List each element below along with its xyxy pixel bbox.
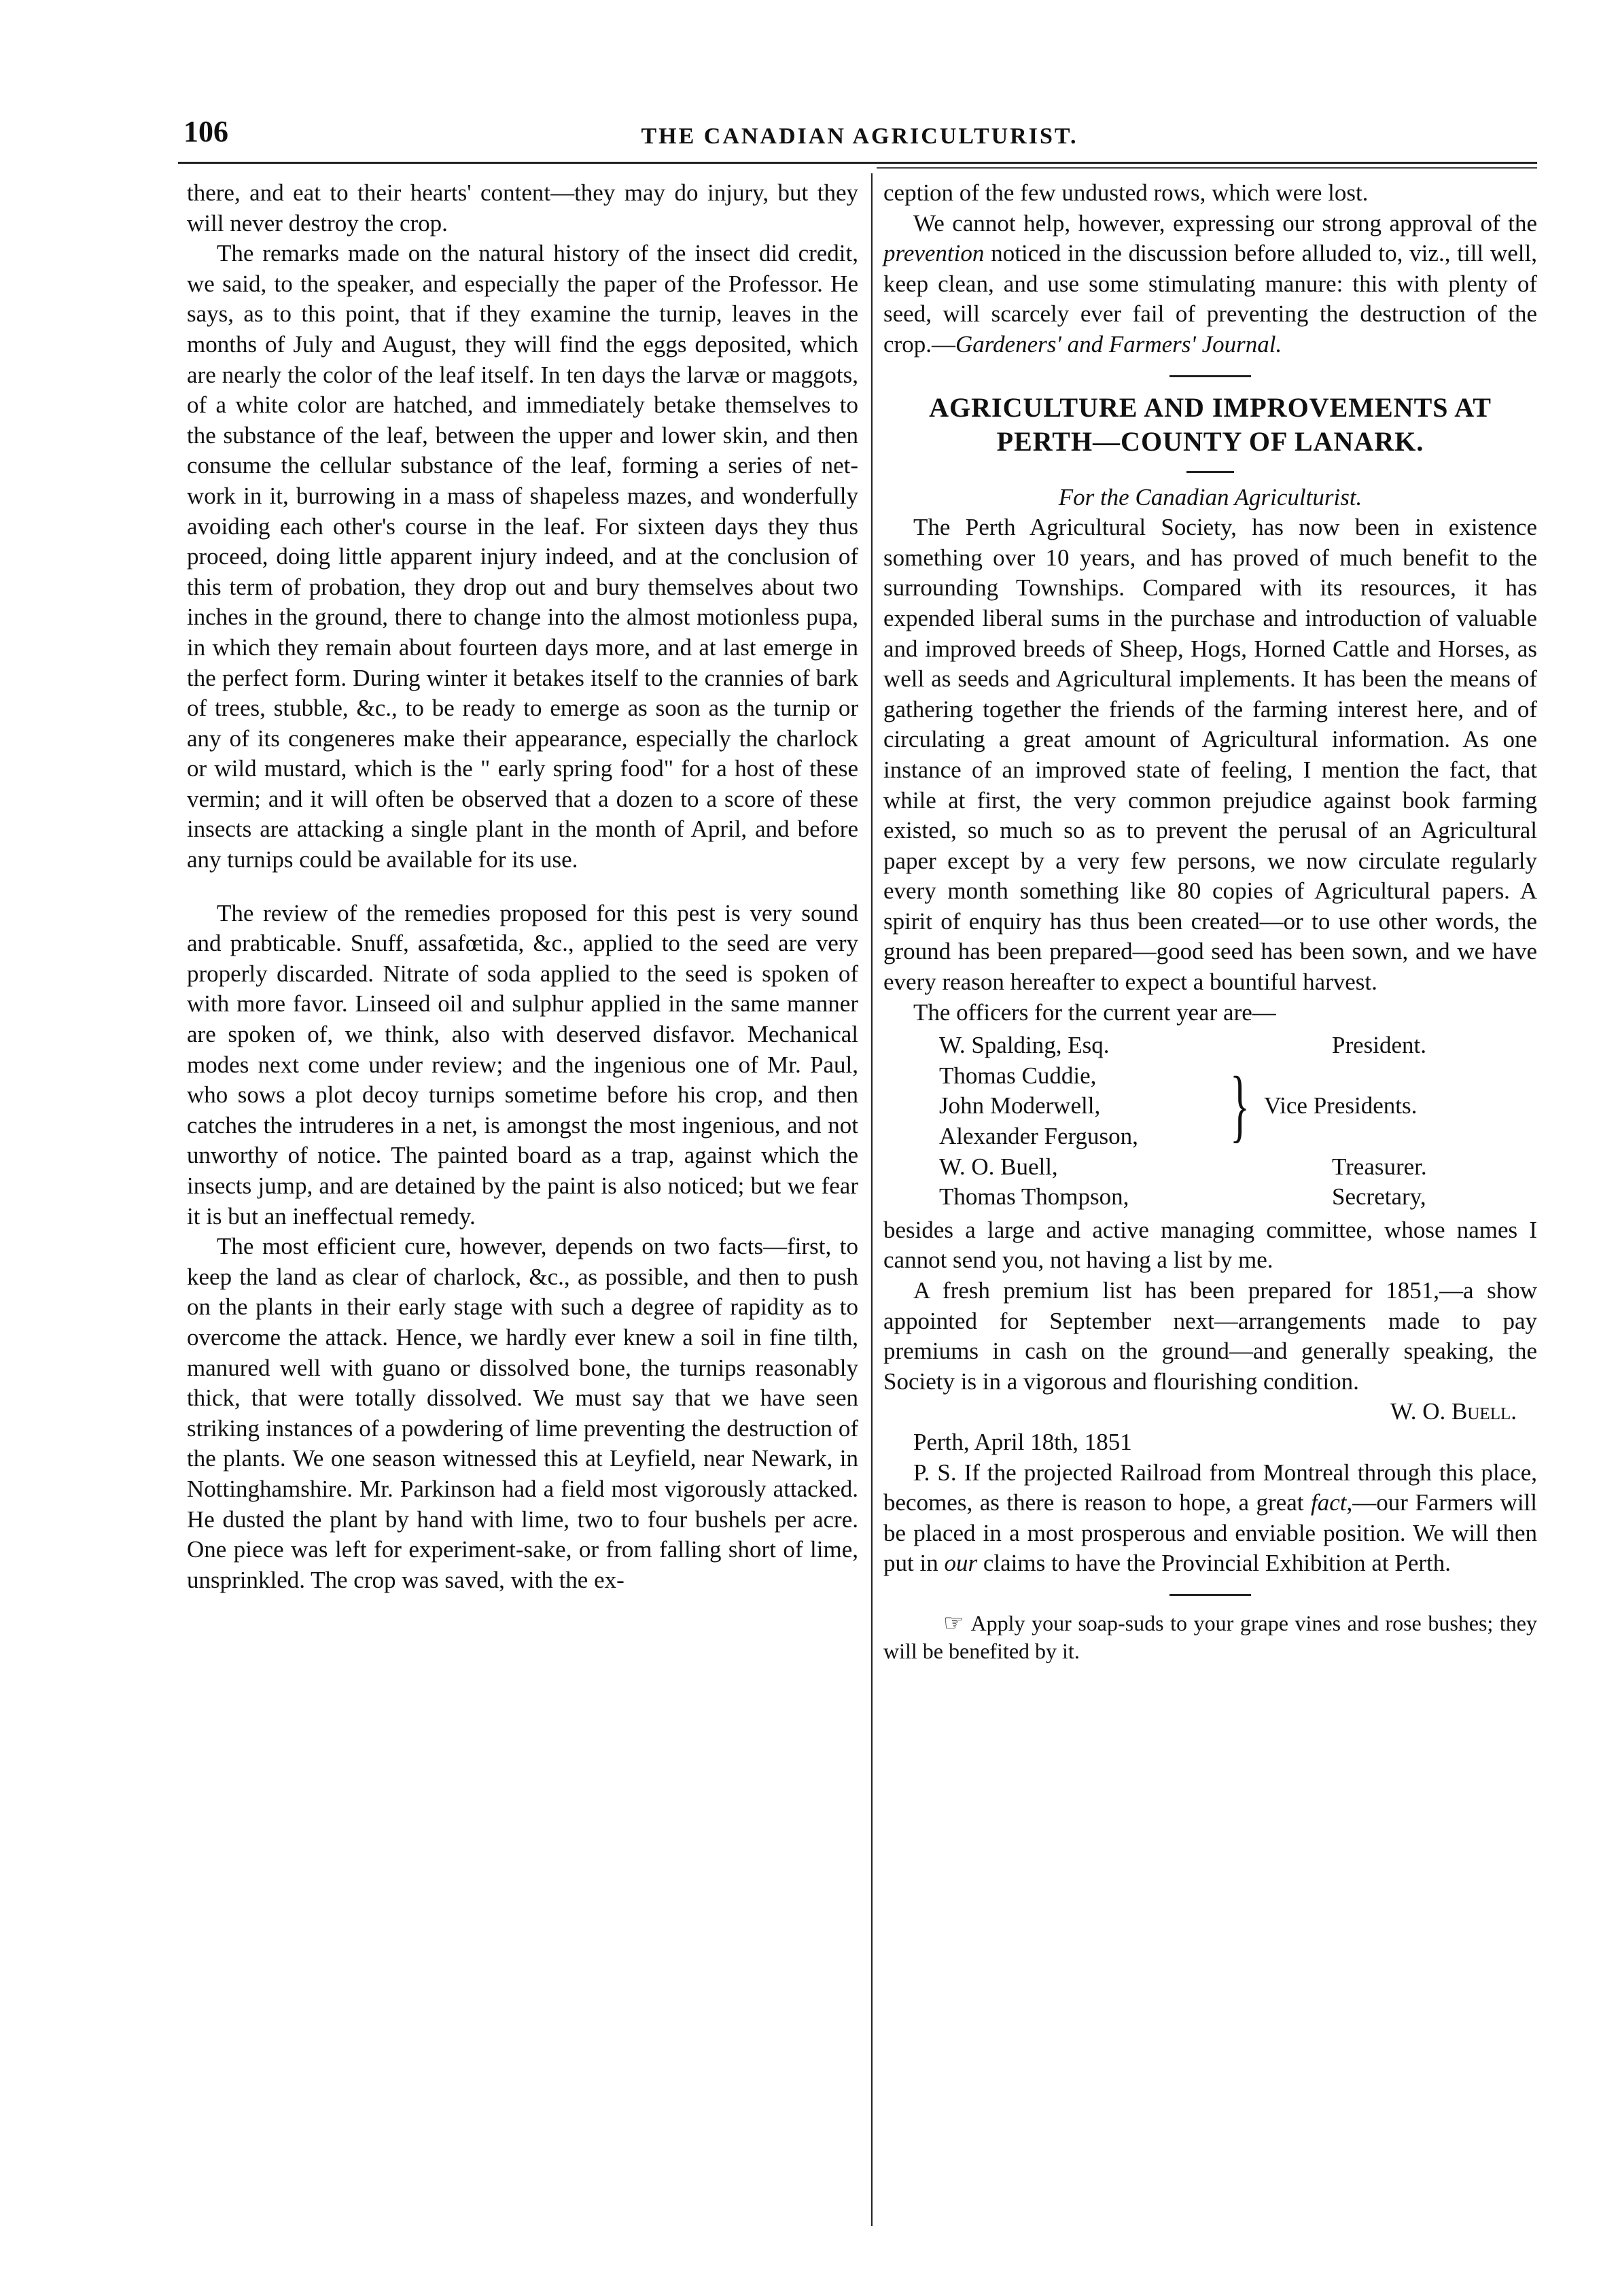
byline: For the Canadian Agriculturist. [1058, 483, 1362, 510]
soap-suds-note [883, 1610, 1537, 1665]
paragraph-premium-list: A fresh premium list has been prepared for 1851,—a show appointed for September next—arrangements made to pay premiums in cash on the ground—and generally speaking, the Society is in a vigorous and flourishing condition. [883, 1277, 1537, 1395]
our-emphasis: our [944, 1550, 978, 1577]
section-divider-bottom [1169, 1594, 1251, 1596]
paragraph-committee: besides a large and active managing committee, whose names I cannot send you, not having a list by me. [883, 1216, 1537, 1274]
page-number: 106 [183, 115, 228, 148]
officers-intro: The officers for the current year are— [913, 998, 1276, 1026]
prevention-emphasis: prevention [883, 240, 985, 267]
officer-name: Thomas Cuddie, [939, 1062, 1097, 1089]
article-title [883, 391, 1537, 459]
officers-list [883, 1030, 1537, 1213]
header-rule-secondary [877, 167, 1537, 169]
officer-name: W. O. Buell, [939, 1153, 1058, 1180]
officer-name: Alexander Ferguson, [939, 1123, 1138, 1150]
paragraph-gap [187, 875, 858, 899]
officer-title: President. [1332, 1032, 1427, 1059]
right-column [883, 178, 1537, 1665]
officer-row-president [883, 1030, 1537, 1061]
officer-title: Vice Presidents. [1264, 1092, 1418, 1119]
note-text: Apply your soap-suds to your grape vines and rose bushes; they will be benefited by it. [883, 1610, 1537, 1663]
brace-icon: } [1230, 1059, 1250, 1150]
article-title-line-2: PERTH—COUNTY OF LANARK. [996, 425, 1424, 457]
strong-approval-text-cont: noticed in the discussion before alluded to, viz., till well, keep clean, and use some stimulating manure: this with plenty of seed, will scarcely ever fail of preventing the destruction of the crop.— [883, 240, 1537, 358]
dateline: Perth, April 18th, 1851 [913, 1428, 1132, 1455]
officer-name: John Moderwell, [939, 1092, 1101, 1119]
signature: W. O. Buell. [1390, 1398, 1517, 1425]
strong-approval-text: We cannot help, however, expressing our strong approval of the [913, 209, 1537, 237]
page-header [183, 114, 1536, 162]
postscript-text: P. S. If the projected Railroad from Montreal through this place, becomes, as there is reason to hope, a great [883, 1459, 1537, 1516]
title-divider [1186, 471, 1234, 473]
column-divider [871, 173, 873, 2226]
officer-name: W. Spalding, Esq. [939, 1032, 1110, 1059]
pointing-hand-icon: ☞ [943, 1610, 964, 1636]
officer-title: Treasurer. [1332, 1153, 1427, 1180]
header-rule [178, 162, 1537, 164]
officer-title: Secretary, [1332, 1183, 1426, 1211]
postscript-text-end: claims to have the Provincial Exhibition at Perth. [977, 1550, 1452, 1577]
paragraph-strong-approval [883, 209, 1537, 360]
officer-row-treasurer [883, 1152, 1537, 1183]
left-column [187, 178, 858, 1595]
article-title-line-1: AGRICULTURE AND IMPROVEMENTS AT [929, 392, 1492, 423]
officer-name: Thomas Thompson, [939, 1183, 1129, 1211]
officer-row-vice-presidents [883, 1061, 1537, 1152]
paragraph-continuation: there, and eat to their hearts' content—they may do injury, but they will never destroy the crop. [187, 179, 858, 237]
fact-emphasis: fact [1310, 1489, 1347, 1516]
section-divider [1169, 375, 1251, 377]
officer-row-secretary [883, 1182, 1537, 1213]
running-head: THE CANADIAN AGRICULTURIST. [641, 124, 1078, 149]
paragraph-natural-history: The remarks made on the natural history of the insect did credit, we said, to the speaker, and especially the paper of the Professor. He says, as to this point, that if they examine the turnip, leaves in the months of July and August, they will find the eggs deposited, which are nearly the color of the leaf itself. In ten days the larvæ or maggots, of a white color are hatched, and immediately betake themselves to the substance of the leaf, between the upper and lower skin, and then consume the cellular substance of the leaf, forming a series of net-work in it, burrowing in a mass of shapeless mazes, and wonderfully avoiding each other's course in the leaf. For sixteen days they thus proceed, doing little apparent injury indeed, and at the conclusion of this term of probation, they drop out and bury themselves about two inches in the ground, there to change into the almost motionless pupa, in which they remain about fourteen days more, and at last emerge in the perfect form. During winter it betakes itself to the crannies of bark of trees, stubble, &c., to be ready to emerge as soon as the turnip or any of its congeneres make their appearance, especially the charlock or wild mustard, which is the " early spring food" for a host of these vermin; and it will often be observed that a dozen to a score of these insects are attacking a single plant in the month of April, and before any turnips could be available for its use. [187, 240, 858, 873]
paragraph-remedies: The review of the remedies proposed for this pest is very sound and prabticable. Snuff, assafœtida, &c., applied to the seed are very properly discarded. Nitrate of soda applied to the seed is spoken of with more favor. Linseed oil and sulphur applied in the same manner are spoken of, we think, also with deserved disfavor. Mechanical modes next come under review; and the ingenious one of Mr. Paul, who sows a plot decoy turnips sometime before his crop, and then catches the intruderes in a net, is amongst the most ingenious, and not unworthy of notice. The painted board as a trap, against which the insects jump, and are detained by the paint is also noticed; but we fear it is but an ineffectual remedy. [187, 899, 858, 1230]
paragraph-perth-society: The Perth Agricultural Society, has now been in existence something over 10 years, and has proved of much benefit to the surrounding Townships. Compared with its resources, it has expended liberal sums in the purchase and introduction of valuable and improved breeds of Sheep, Hogs, Horned Cattle and Horses, as well as seeds and Agricultural implements. It has been the means of gathering together the friends of the farming interest here, and of circulating a great amount of Agricultural information. As one instance of an improved state of feeling, I mention the fact, that while at first, the very common prejudice against book farming existed, so much so as to prevent the perusal of an Agricultural paper except by a very few persons, we now circulate regularly every month something like 80 copies of Agricultural papers. A spirit of enquiry has thus been created—or to use other words, the ground has been prepared—good seed has been sown, and we have every reason hereafter to expect a bountiful harvest. [883, 514, 1537, 996]
paragraph-efficient-cure: The most efficient cure, however, depends on two facts—first, to keep the land as clear of charlock, &c., as possible, and then to push on the plants in their early stage with such a degree of rapidity as to overcome the attack. Hence, we hardly ever knew a soil in fine tilth, manured well with guano or dissolved bone, the turnips reasonably thick, that were totally dissolved. We must say that we have seen striking instances of a powdering of lime preventing the destruction of the plants. We one season witnessed this at Leyfield, near Newark, in Nottinghamshire. Mr. Parkinson had a field most vigorously attacked. He dusted the plant by hand with lime, two to four bushels per acre. One piece was left for experiment-sake, or from falling short of lime, unsprinkled. The crop was saved, with the ex- [187, 1233, 858, 1593]
paragraph-continuation-right: ception of the few undusted rows, which were lost. [883, 179, 1369, 206]
source-credit: Gardeners' and Farmers' Journal. [955, 330, 1282, 358]
paragraph-postscript [883, 1458, 1537, 1579]
postscript-text-cont: ,—our Farmers will be placed in a most prosperous and enviable position. We will then put in [883, 1489, 1537, 1577]
